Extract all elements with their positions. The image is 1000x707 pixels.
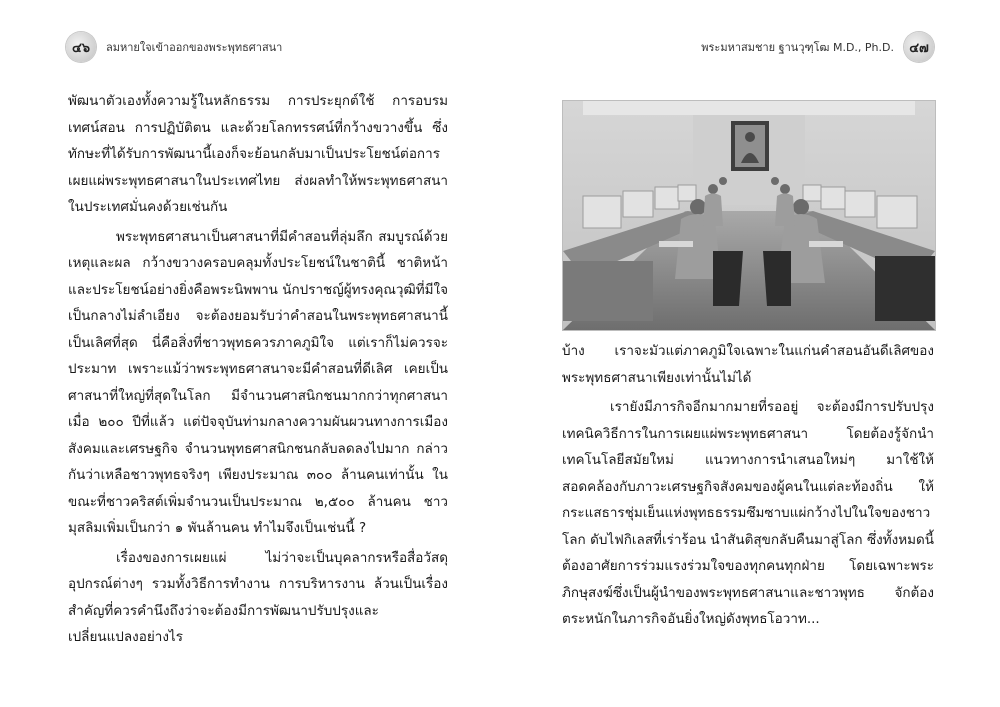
monks-at-computers-photo — [562, 100, 936, 331]
right-paragraph-2: เรายังมีภารกิจอีกมากมายที่รออยู่ จะต้องมีการปรับปรุงเทคนิควิธีการในการเผยแผ่พระพุทธศาสนา โดยต้องรู้จักนำเทคโนโลยีสมัยใหม่ แนวทางการนำเสนอใหม่ๆ มาใช้ให้สอดคล้องกับภาวะเศรษฐกิจสังคมของผู้คนในแต่ละท้องถิ่น ให้กระแสธารชุ่มเย็นแห่งพุทธธรรมซึมซาบแผ่กว้างไปในใจของชาวโลก ดับไฟกิเลสที่เร่าร้อน นำสันติสุขกลับคืนมาสู่โลก ซึ่งทั้งหมดนี้ต้องอาศัยการร่วมแรงร่วมใจของทุกคนทุกฝ่าย โดยเฉพาะพระภิกษุสงฆ์ซึ่งเป็นผู้นำของพระพุทธศาสนาและชาวพุทธ จักต้องตระหนักในภารกิจอันยิ่งใหญ่ดังพุทธโอวาท... — [562, 399, 934, 627]
right-running-title: พระมหาสมชาย ฐานวุฑฺโฒ M.D., Ph.D. — [701, 41, 894, 54]
right-page-number: ๔๗ — [904, 32, 934, 62]
left-page-header — [66, 30, 446, 64]
left-body-text — [68, 88, 448, 651]
right-body-text — [562, 338, 934, 633]
left-paragraph-3: เรื่องของการเผยแผ่ ไม่ว่าจะเป็นบุคลากรหรือสื่อวัสดุอุปกรณ์ต่างๆ รวมทั้งวิธีการทำงาน การบริหารงาน ล้วนเป็นเรื่องสำคัญที่ควรคำนึงถึงว่าจะต้องมีการพัฒนาปรับปรุงและเปลี่ยนแปลงอย่างไร — [68, 549, 448, 645]
left-page-number: ๔๖ — [66, 32, 96, 62]
right-page-header — [554, 30, 934, 64]
right-paragraph-1: บ้าง เราจะมัวแต่ภาคภูมิใจเฉพาะในแก่นคำสอนอันดีเลิศของพระพุทธศาสนาเพียงเท่านั้นไม่ได้ — [562, 343, 934, 386]
right-page — [500, 0, 1000, 707]
left-paragraph-1: พัฒนาตัวเองทั้งความรู้ในหลักธรรม การประยุกต์ใช้ การอบรม เทศน์สอน การปฏิบัติตน และด้วยโลกทรรศน์ที่กว้างขวางขึ้น ซึ่งทักษะที่ได้รับการพัฒนานี้เองก็จะย้อนกลับมาเป็นประโยชน์ต่อการเผยแผ่พระพุทธศาสนาในประเทศไทย ส่งผลทำให้พระพุทธศาสนาในประเทศมั่นคงด้วยเช่นกัน — [68, 93, 448, 215]
left-paragraph-2: พระพุทธศาสนาเป็นศาสนาที่มีคำสอนที่ลุ่มลึก สมบูรณ์ด้วยเหตุและผล กว้างขวางครอบคลุมทั้งประโยชน์ในชาตินี้ ชาติหน้า และประโยชน์อย่างยิ่งคือพระนิพพาน นักปราชญ์ผู้ทรงคุณวุฒิที่มีใจเป็นกลางไม่ลำเอียง จะต้องยอมรับว่าคำสอนในพระพุทธศาสนานี้เป็นเลิศที่สุด นี่คือสิ่งที่ชาวพุทธควรภาคภูมิใจ แต่เราก็ไม่ควรจะประมาท เพราะแม้ว่าพระพุทธศาสนาจะมีคำสอนที่ดีเลิศ เคยเป็นศาสนาที่ใหญ่ที่สุดในโลก มีจำนวนศาสนิกชนมากกว่าทุกศาสนาเมื่อ ๒๐๐ ปีที่แล้ว แต่ปัจจุบันท่ามกลางความผันผวนทางการเมือง สังคมและเศรษฐกิจ จำนวนพุทธศาสนิกชนกลับลดลงไปมาก กล่าวกันว่าเหลือชาวพุทธจริงๆ เพียงประมาณ ๓๐๐ ล้านคนเท่านั้น ในขณะที่ชาวคริสต์เพิ่มจำนวนเป็นประมาณ ๒,๕๐๐ ล้านคน ชาวมุสลิมเพิ่มเป็นกว่า ๑ พันล้านคน ทำไมจึงเป็นเช่นนี้ ? — [68, 228, 448, 536]
left-running-title: ลมหายใจเข้าออกของพระพุทธศาสนา — [106, 41, 283, 54]
